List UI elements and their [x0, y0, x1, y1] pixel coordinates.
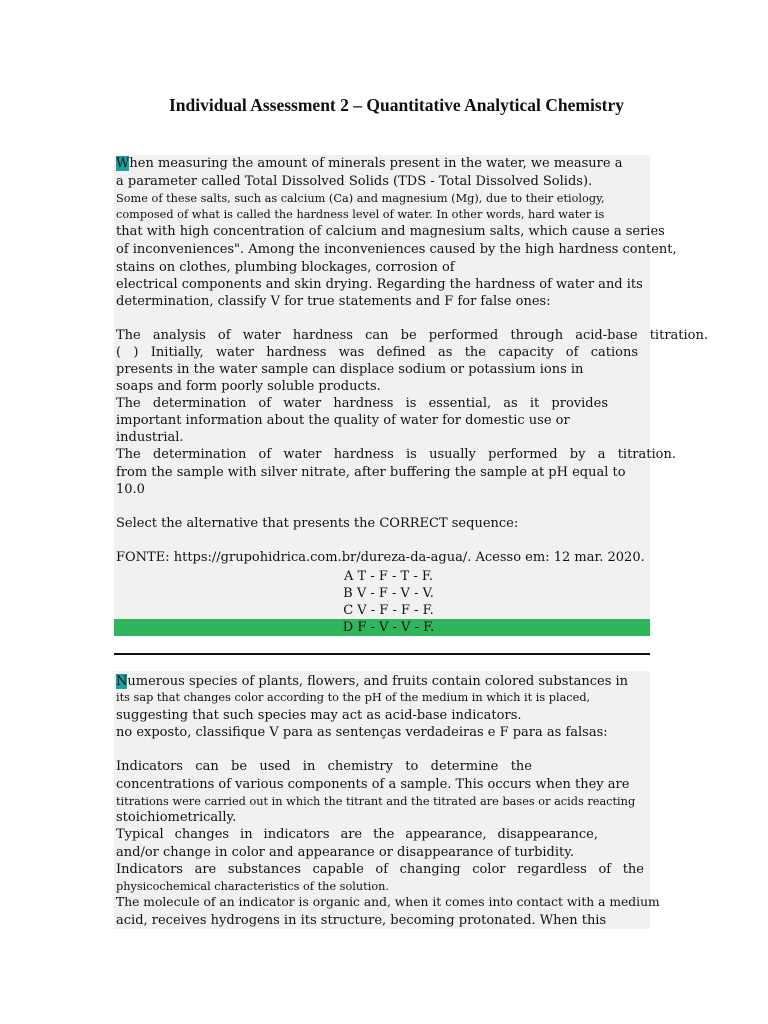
- statement-line: titrations were carried out in which the titrant and the titrated are bases or acids reacting: [116, 795, 636, 808]
- text-line: of inconveniences". Among the inconveniences caused by the high hardness content,: [116, 242, 677, 257]
- statement-line: Typical changes in indicators are the appearance, disappearance,: [116, 827, 598, 842]
- statement-line: Indicators can be used in chemistry to determine the: [116, 759, 532, 774]
- option-d-selected[interactable]: D F - V - V - F.: [114, 619, 650, 636]
- text-line: a parameter called Total Dissolved Solids (TDS - Total Dissolved Solids).: [116, 174, 593, 189]
- statement-line: presents in the water sample can displace sodium or potassium ions in: [116, 362, 584, 377]
- statement-line: physicochemical characteristics of the solution.: [116, 880, 389, 893]
- instruction-line: Select the alternative that presents the CORRECT sequence:: [116, 516, 519, 531]
- text-line: that with high concentration of calcium and magnesium salts, which cause a series: [116, 224, 665, 239]
- text-line: no exposto, classifique V para as sentenças verdadeiras e F para as falsas:: [116, 725, 608, 740]
- option-a[interactable]: A T - F - T - F.: [344, 569, 433, 584]
- statement-line: The determination of water hardness is usually performed by a titration.: [116, 447, 676, 462]
- statement-line: important information about the quality of water for domestic use or: [116, 413, 570, 428]
- first-letter-highlight: N: [116, 674, 128, 689]
- statement-line: soaps and form poorly soluble products.: [116, 379, 381, 394]
- question-1-first-line: When measuring the amount of minerals present in the water, we measure a: [116, 156, 623, 171]
- text-line: Some of these salts, such as calcium (Ca) and magnesium (Mg), due to their etiology,: [116, 192, 605, 205]
- text-line: suggesting that such species may act as acid-base indicators.: [116, 708, 522, 723]
- statement-line: The determination of water hardness is essential, as it provides: [116, 396, 608, 411]
- first-letter-highlight: W: [116, 156, 130, 171]
- statement-line: concentrations of various components of a sample. This occurs when they are: [116, 777, 630, 792]
- statement-line: Indicators are substances capable of changing color regardless of the: [116, 862, 644, 877]
- statement-line: 10.0: [116, 482, 145, 497]
- option-c[interactable]: C V - F - F - F.: [343, 603, 434, 618]
- option-b[interactable]: B V - F - V - V.: [343, 586, 434, 601]
- statement-line: acid, receives hydrogens in its structure, becoming protonated. When this: [116, 913, 607, 928]
- question-2-block: [114, 671, 660, 929]
- text-line: stains on clothes, plumbing blockages, corrosion of: [116, 260, 455, 275]
- statement-line: The molecule of an indicator is organic and, when it comes into contact with a medium: [116, 895, 660, 909]
- text-line: its sap that changes color according to the pH of the medium in which it is placed,: [116, 691, 591, 704]
- statement-line: ( ) Initially, water hardness was defined as the capacity of cations: [116, 345, 638, 360]
- statement-line: and/or change in color and appearance or disappearance of turbidity.: [116, 845, 575, 860]
- text-line: determination, classify V for true statements and F for false ones:: [116, 294, 551, 309]
- page-title: Individual Assessment 2 – Quantitative Analytical Chemistry: [168, 95, 625, 115]
- source-line: FONTE: https://grupohidrica.com.br/dureza-da-agua/. Acesso em: 12 mar. 2020.: [116, 550, 645, 565]
- statement-line: The analysis of water hardness can be performed through acid-base titration.: [116, 328, 708, 343]
- question-divider: [114, 653, 650, 655]
- statement-line: from the sample with silver nitrate, after buffering the sample at pH equal to: [116, 465, 626, 480]
- question-2-first-line: Numerous species of plants, flowers, and fruits contain colored substances in: [116, 674, 629, 689]
- statement-line: industrial.: [116, 430, 184, 445]
- statement-line: stoichiometrically.: [116, 810, 237, 825]
- question-1-block: [114, 155, 708, 635]
- text-line: electrical components and skin drying. Regarding the hardness of water and its: [116, 277, 643, 292]
- text-line: composed of what is called the hardness level of water. In other words, hard water is: [116, 208, 605, 221]
